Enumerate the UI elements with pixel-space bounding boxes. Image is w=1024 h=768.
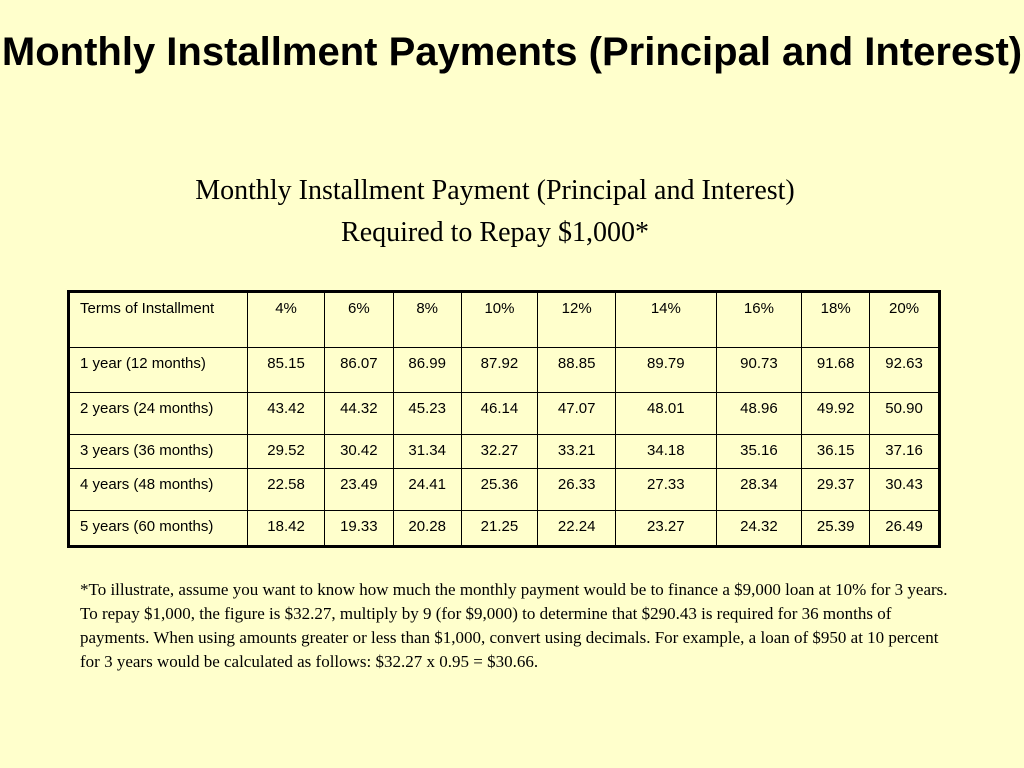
payment-cell: 18.42 <box>248 511 325 547</box>
payment-cell: 47.07 <box>538 393 616 435</box>
payment-cell: 50.90 <box>870 393 940 435</box>
payment-cell: 86.99 <box>393 348 461 393</box>
payment-cell: 31.34 <box>393 435 461 469</box>
header-cell-rate: 8% <box>393 292 461 348</box>
payment-cell: 43.42 <box>248 393 325 435</box>
table-row <box>69 435 940 469</box>
payment-cell: 89.79 <box>616 348 717 393</box>
payment-cell: 30.43 <box>870 469 940 511</box>
payment-cell: 25.39 <box>802 511 870 547</box>
payment-cell: 86.07 <box>324 348 393 393</box>
payment-cell: 44.32 <box>324 393 393 435</box>
table-row <box>69 469 940 511</box>
header-cell-rate: 12% <box>538 292 616 348</box>
payment-cell: 25.36 <box>461 469 538 511</box>
payment-cell: 35.16 <box>716 435 802 469</box>
payment-cell: 28.34 <box>716 469 802 511</box>
payment-cell: 91.68 <box>802 348 870 393</box>
payment-cell: 23.49 <box>324 469 393 511</box>
term-cell: 2 years (24 months) <box>69 393 248 435</box>
payment-table <box>67 290 941 548</box>
header-cell-rate: 6% <box>324 292 393 348</box>
payment-cell: 30.42 <box>324 435 393 469</box>
payment-cell: 29.37 <box>802 469 870 511</box>
header-cell-rate: 20% <box>870 292 940 348</box>
payment-cell: 21.25 <box>461 511 538 547</box>
header-cell-rate: 16% <box>716 292 802 348</box>
subtitle-line-2: Required to Repay $1,000* <box>341 217 649 248</box>
term-cell: 1 year (12 months) <box>69 348 248 393</box>
payment-cell: 88.85 <box>538 348 616 393</box>
payment-cell: 19.33 <box>324 511 393 547</box>
payment-cell: 22.24 <box>538 511 616 547</box>
payment-cell: 48.96 <box>716 393 802 435</box>
term-cell: 5 years (60 months) <box>69 511 248 547</box>
payment-cell: 27.33 <box>616 469 717 511</box>
payment-cell: 85.15 <box>248 348 325 393</box>
payment-cell: 26.49 <box>870 511 940 547</box>
payment-cell: 49.92 <box>802 393 870 435</box>
payment-cell: 46.14 <box>461 393 538 435</box>
header-cell-rate: 4% <box>248 292 325 348</box>
table-header-row <box>69 292 940 348</box>
table-subtitle <box>0 170 990 254</box>
header-cell-rate: 14% <box>616 292 717 348</box>
payment-cell: 20.28 <box>393 511 461 547</box>
header-cell-rate: 10% <box>461 292 538 348</box>
payment-cell: 90.73 <box>716 348 802 393</box>
table-row <box>69 511 940 547</box>
payment-cell: 34.18 <box>616 435 717 469</box>
term-cell: 4 years (48 months) <box>69 469 248 511</box>
subtitle-line-1: Monthly Installment Payment (Principal and Interest) <box>195 175 795 206</box>
term-cell: 3 years (36 months) <box>69 435 248 469</box>
slide-title: Monthly Installment Payments (Principal and Interest) <box>1 30 1023 74</box>
table-row <box>69 348 940 393</box>
payment-cell: 33.21 <box>538 435 616 469</box>
table-row <box>69 393 940 435</box>
payment-cell: 36.15 <box>802 435 870 469</box>
footnote-text: *To illustrate, assume you want to know how much the monthly payment would be to finance a $9,000 loan at 10% for 3 years. To repay $1,000, the figure is $32.27, multiply by 9 (for $9,000) to determine that $290.43 is required for 36 months of payments. When using amounts greater or less than $1,000, convert using decimals. For example, a loan of $950 at 10 percent for 3 years would be calculated as follows: $32.27 x 0.95 = $30.66. <box>80 580 948 671</box>
payment-cell: 24.32 <box>716 511 802 547</box>
payment-cell: 48.01 <box>616 393 717 435</box>
payment-cell: 45.23 <box>393 393 461 435</box>
payment-cell: 26.33 <box>538 469 616 511</box>
payment-cell: 87.92 <box>461 348 538 393</box>
payment-cell: 23.27 <box>616 511 717 547</box>
payment-cell: 22.58 <box>248 469 325 511</box>
header-cell-terms: Terms of Installment <box>69 292 248 348</box>
payment-cell: 24.41 <box>393 469 461 511</box>
payment-cell: 92.63 <box>870 348 940 393</box>
header-cell-rate: 18% <box>802 292 870 348</box>
payment-cell: 37.16 <box>870 435 940 469</box>
payment-cell: 32.27 <box>461 435 538 469</box>
payment-cell: 29.52 <box>248 435 325 469</box>
